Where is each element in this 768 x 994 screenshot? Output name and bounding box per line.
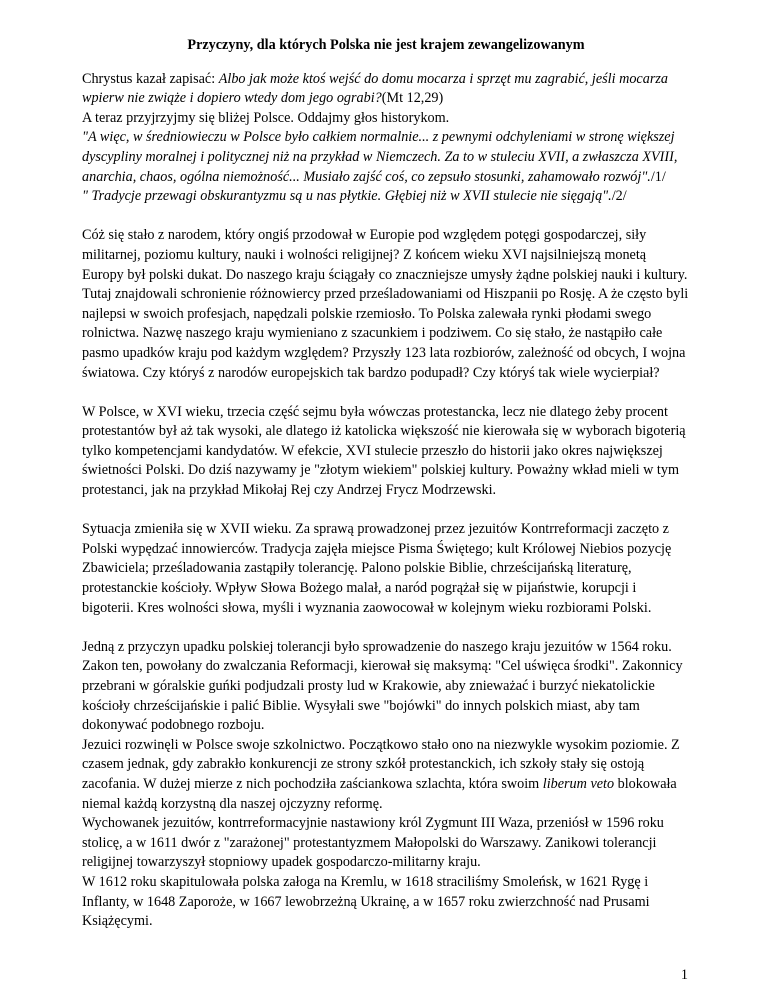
paragraph-4: Sytuacja zmieniła się w XVII wieku. Za sprawą prowadzonej przez jezuitów Kontrreformacji zaczęto z Polski wypędzać innowierców. Tradycja zajęła miejsce Pisma Świętego; kult Królowej Niebios pozycję Zbawiciela; prześladowania zastąpiły tolerancję. Palono polskie Biblie, chrześcijańską literaturę, protestanckie kościoły. Wpływ Słowa Bożego malał, a naród pogrążał się w pijaństwie, korupcji i bigoterii. Kres wolności słowa, myśli i wyznania zaowocował w kolejnym wieku rozbiorami Polski. [82, 521, 672, 616]
paragraph-2: Cóż się stało z narodem, który ongiś przodował w Europie pod względem potęgi gospodarczej, siły militarnej, poziomu kultury, nauki i wolności religijnej? Z końcem wieku XVI najsilniejszą monetą Europy był polski dukat. Do naszego kraju ściągały co znaczniejsze umysły żądne polskiej nauki i kultury. Tutaj znajdowali schronienie różnowiercy przed prześladowaniami od Hiszpanii po Rosję. A że często byli najlepsi w swoich profesjach, napędzali polskie rzemiosło. To Polska zalewała rynki płodami swego rolnictwa. Nazwę naszego kraju wymieniano z szacunkiem i podziwem. Co się stało, że nastąpiło całe pasmo upadków kraju pod każdym względem? Przyszły 123 lata rozbiorów, zależność od obcych, I wojna światowa. Czy któryś z narodów europejskich tak bardzo podupadł? Czy któryś tak wiele wycierpiał? [82, 227, 689, 381]
document-page [82, 36, 690, 951]
paragraph-5-sub-3: Wychowanek jezuitów, kontrreformacyjnie nastawiony król Zygmunt III Waza, przeniósł w 1596 roku stolicę, a w 1611 dwór z "zarażonej" protestantyzmem Małopolski do Warszawy. Zanikowi tolerancji religijnej towarzyszył stopniowy upadek gospodarczo-militarny kraju. [82, 815, 664, 871]
bible-reference: (Mt 12,29) [381, 90, 444, 107]
intro-paragraph [82, 70, 690, 207]
paragraph-3: W Polsce, w XVI wieku, trzecia część sejmu była wówczas protestancka, lecz nie dlatego żeby procent protestantów był aż tak wysoki, ale dlatego iż katolicka większość nie kierowała się w wyborach bigoterią tylko kompetencjami kandydatów. W efekcie, XVI stulecie przeszło do historii jako okres największej świetności Polski. Do dziś nazywamy je "złotym wiekiem" polskiej kultury. Poważny wkład mieli w tym protestanci, jak na przykład Mikołaj Rej czy Andrzej Frycz Modrzewski. [82, 403, 686, 499]
paragraph-5 [82, 638, 690, 932]
page-number: 1 [680, 967, 688, 983]
liberum-veto-term: liberum veto [542, 775, 615, 792]
footnote-ref-1: /1/ [650, 168, 666, 185]
paragraph-5-sub-2 [82, 736, 690, 814]
quote-2-text: " Tradycje przewagi obskurantyzmu są u nas płytkie. Głębiej niż w XVII stulecie nie sięgają". [82, 188, 612, 205]
paragraph-5-sub-1: Jedną z przyczyn upadku polskiej tolerancji było sprowadzenie do naszego kraju jezuitów w 1564 roku. Zakon ten, powołany do zwalczania Reformacji, kierował się maksymą: "Cel uświęca środki". Zakonnicy przebrani w góralskie guńki podjudzali prosty lud w Krakowie, aby znieważać i burzyć niekatolickie kościoły chrześcijańskie i palić Biblie. Wysyłali swe "bojówki" do innych polskich miast, aby tam dokonywać podobnego rozboju. [82, 638, 683, 734]
paragraph-5-sub-4: W 1612 roku skapitulowała polska załoga na Kremlu, w 1618 straciliśmy Smoleńsk, w 1621 Rygę i Inflanty, w 1648 Zaporoże, w 1667 lewobrzeżną Ukrainę, a w 1657 roku zwierzchność nad Prusami Książęcymi. [82, 873, 650, 930]
intro-text: Chrystus kazał zapisać: [82, 70, 219, 87]
historian-quote-2 [82, 187, 690, 207]
footnote-ref-2: /2/ [611, 188, 627, 205]
document-title: Przyczyny, dla których Polska nie jest krajem zewangelizowanym [187, 37, 585, 53]
paragraph-5-sub-2-end: blokowała niemal każdą korzystną dla naszej ojczyzny reformę. [82, 775, 677, 812]
bible-quote: Albo jak może ktoś wejść do domu mocarza i sprzęt mu zagrabić, jeśli mocarza wpierw nie zwiąże i dopiero wtedy dom jego ograbi? [82, 70, 668, 107]
historian-quote-1 [82, 128, 690, 187]
paragraph-5-sub-2-text: Jezuici rozwinęli w Polsce swoje szkolnictwo. Początkowo stało ono na niezwykle wysokim poziomie. Z czasem jednak, gdy zabrakło konkurencji ze strony szkół protestanckich, ich szkoły stały się ostoją zacofania. W dużej mierze z nich pochodziła zaściankowa szlachta, która swoim [82, 736, 680, 792]
quote-1-text: "A więc, w średniowieczu w Polsce było całkiem normalnie... z pewnymi odchyleniami w stronę większej dyscypliny moralnej i politycznej niż na przykład w Niemczech. Za to w stuleciu XVII, a zwłaszcza XVIII, anarchia, chaos, ogólna niemożność... Musiało zajść coś, co zepsuło stosunki, zahamowało rozwój". [82, 129, 678, 185]
intro-line-2: A teraz przyjrzyjmy się bliżej Polsce. Oddajmy głos historykom. [82, 109, 450, 126]
intro-quote-line [82, 70, 690, 109]
